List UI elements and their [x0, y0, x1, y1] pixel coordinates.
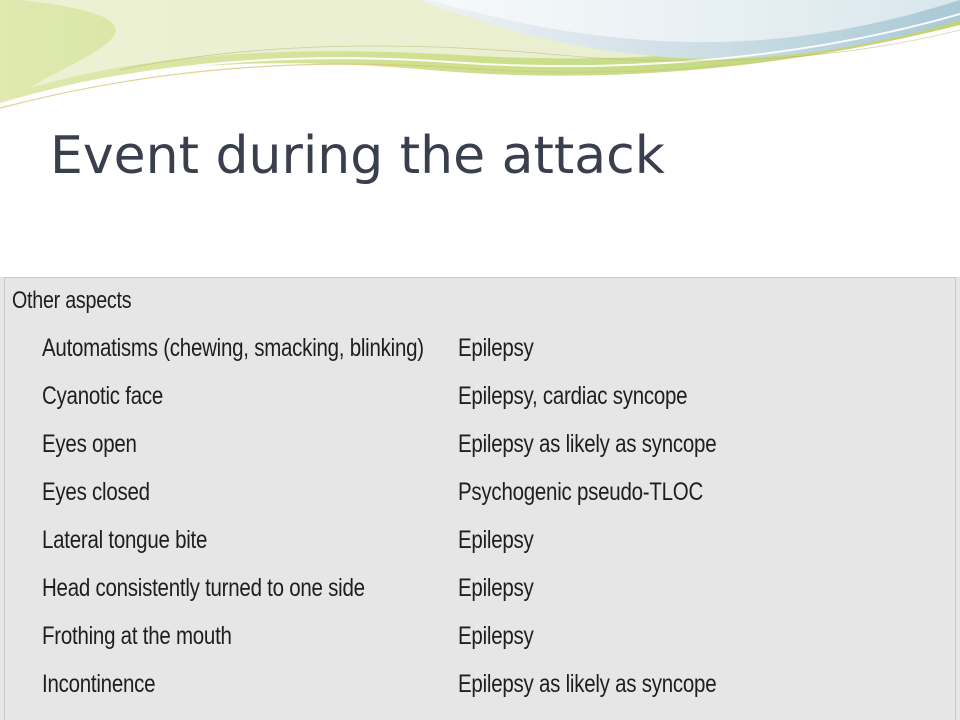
aspect-cell: Automatisms (chewing, smacking, blinking) [42, 334, 424, 362]
aspect-cell: Head consistently turned to one side [42, 574, 365, 602]
aspect-cell: Cyanotic face [42, 382, 164, 410]
table-row [0, 476, 960, 524]
cause-cell: Epilepsy [458, 622, 534, 650]
aspect-cell: Incontinence [42, 670, 156, 698]
aspects-table [0, 277, 960, 720]
aspect-cell: Lateral tongue bite [42, 526, 208, 554]
cause-cell: Epilepsy [458, 334, 534, 362]
table-row [0, 668, 960, 716]
aspect-cell: Eyes open [42, 430, 137, 458]
table-row [0, 332, 960, 380]
decorative-banner [0, 0, 960, 120]
cause-cell: Psychogenic pseudo-TLOC [458, 478, 704, 506]
aspect-cell: Frothing at the mouth [42, 622, 232, 650]
cause-cell: Epilepsy as likely as syncope [458, 430, 717, 458]
table-row [0, 380, 960, 428]
table-row [0, 524, 960, 572]
table-row [0, 572, 960, 620]
cause-cell: Epilepsy as likely as syncope [458, 670, 717, 698]
table-row [0, 428, 960, 476]
cause-cell: Epilepsy [458, 526, 534, 554]
table-rows [0, 332, 960, 716]
aspect-cell: Eyes closed [42, 478, 150, 506]
cause-cell: Epilepsy, cardiac syncope [458, 382, 688, 410]
cause-cell: Epilepsy [458, 574, 534, 602]
table-row [0, 620, 960, 668]
slide-title: Event during the attack [50, 126, 665, 186]
section-heading: Other aspects [12, 287, 132, 314]
